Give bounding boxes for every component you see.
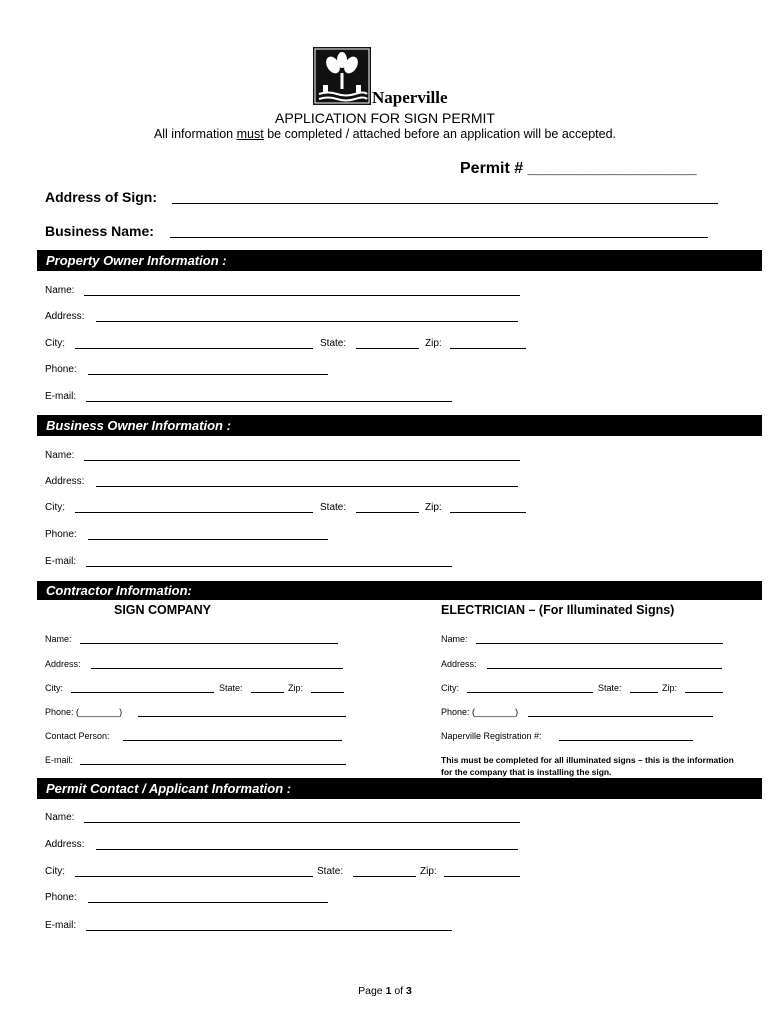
po-phone-input[interactable] bbox=[88, 374, 328, 375]
bo-phone-label: Phone: bbox=[45, 529, 77, 540]
el-name-label: Name: bbox=[441, 634, 468, 644]
el-zip-input[interactable] bbox=[685, 692, 723, 693]
sc-zip-label: Zip: bbox=[288, 683, 304, 693]
naperville-logo bbox=[313, 47, 371, 105]
po-zip-label: Zip: bbox=[425, 338, 442, 349]
el-name-input[interactable] bbox=[476, 643, 723, 644]
pc-zip-input[interactable] bbox=[444, 876, 520, 877]
sc-address-label: Address: bbox=[45, 659, 81, 669]
pc-name-input[interactable] bbox=[84, 822, 520, 823]
form-title: APPLICATION FOR SIGN PERMIT bbox=[275, 110, 495, 126]
sc-state-label: State: bbox=[219, 683, 243, 693]
po-phone-label: Phone: bbox=[45, 364, 77, 375]
el-registration-label: Naperville Registration #: bbox=[441, 731, 542, 741]
pc-name-label: Name: bbox=[45, 812, 75, 823]
bo-name-input[interactable] bbox=[84, 460, 520, 461]
po-email-input[interactable] bbox=[86, 401, 452, 402]
business-owner-section-header: Business Owner Information : bbox=[37, 415, 762, 436]
page-number: Page 1 of 3 bbox=[358, 985, 412, 997]
sc-city-input[interactable] bbox=[71, 692, 214, 693]
bo-state-label: State: bbox=[320, 502, 347, 513]
pc-address-input[interactable] bbox=[96, 849, 518, 850]
pc-phone-label: Phone: bbox=[45, 892, 77, 903]
po-zip-input[interactable] bbox=[450, 348, 526, 349]
pc-email-input[interactable] bbox=[86, 930, 452, 931]
el-registration-input[interactable] bbox=[559, 740, 693, 741]
sc-name-input[interactable] bbox=[80, 643, 338, 644]
el-phone-input[interactable] bbox=[528, 716, 713, 717]
pc-state-label: State: bbox=[317, 866, 344, 877]
bo-email-label: E-mail: bbox=[45, 556, 77, 567]
el-state-input[interactable] bbox=[630, 692, 658, 693]
po-name-input[interactable] bbox=[84, 295, 520, 296]
el-zip-label: Zip: bbox=[662, 683, 678, 693]
bo-city-label: City: bbox=[45, 502, 65, 513]
permit-contact-section-header: Permit Contact / Applicant Information : bbox=[37, 778, 762, 799]
contractor-section-header: Contractor Information: bbox=[37, 581, 762, 600]
business-name-label: Business Name: bbox=[45, 223, 154, 239]
po-city-label: City: bbox=[45, 338, 65, 349]
pc-city-input[interactable] bbox=[75, 876, 313, 877]
bo-name-label: Name: bbox=[45, 450, 75, 461]
el-state-label: State: bbox=[598, 683, 622, 693]
el-city-label: City: bbox=[441, 683, 459, 693]
sc-name-label: Name: bbox=[45, 634, 72, 644]
sc-contact-person-label: Contact Person: bbox=[45, 731, 110, 741]
sc-phone-input[interactable] bbox=[138, 716, 346, 717]
bo-address-label: Address: bbox=[45, 476, 85, 487]
electrician-heading: ELECTRICIAN – (For Illuminated Signs) bbox=[441, 603, 675, 617]
sc-email-label: E-mail: bbox=[45, 755, 74, 765]
bo-email-input[interactable] bbox=[86, 566, 452, 567]
el-address-label: Address: bbox=[441, 659, 477, 669]
tree-logo-icon bbox=[313, 47, 371, 105]
po-state-label: State: bbox=[320, 338, 347, 349]
el-address-input[interactable] bbox=[487, 668, 722, 669]
pc-phone-input[interactable] bbox=[88, 902, 328, 903]
sc-phone-label: Phone: (________) bbox=[45, 707, 123, 717]
sc-city-label: City: bbox=[45, 683, 63, 693]
property-owner-section-header: Property Owner Information : bbox=[37, 250, 762, 271]
bo-address-input[interactable] bbox=[96, 486, 518, 487]
sc-zip-input[interactable] bbox=[311, 692, 344, 693]
bo-phone-input[interactable] bbox=[88, 539, 328, 540]
sign-company-heading: SIGN COMPANY bbox=[114, 603, 211, 617]
bo-state-input[interactable] bbox=[356, 512, 419, 513]
pc-email-label: E-mail: bbox=[45, 920, 77, 931]
business-name-input[interactable] bbox=[170, 237, 708, 238]
el-city-input[interactable] bbox=[467, 692, 593, 693]
pc-state-input[interactable] bbox=[353, 876, 416, 877]
sc-address-input[interactable] bbox=[91, 668, 343, 669]
el-phone-label: Phone: (________) bbox=[441, 707, 519, 717]
form-subtitle: All information must be completed / attached before an application will be accepted. bbox=[153, 127, 617, 141]
po-state-input[interactable] bbox=[356, 348, 419, 349]
permit-number-field[interactable]: Permit # ___________________ bbox=[460, 160, 697, 177]
sc-email-input[interactable] bbox=[80, 764, 346, 765]
bo-zip-input[interactable] bbox=[450, 512, 526, 513]
po-address-input[interactable] bbox=[96, 321, 518, 322]
bo-city-input[interactable] bbox=[75, 512, 313, 513]
po-address-label: Address: bbox=[45, 311, 85, 322]
logo-name: Naperville bbox=[372, 88, 448, 107]
po-city-input[interactable] bbox=[75, 348, 313, 349]
pc-city-label: City: bbox=[45, 866, 65, 877]
sc-contact-person-input[interactable] bbox=[123, 740, 342, 741]
pc-zip-label: Zip: bbox=[420, 866, 437, 877]
illuminated-signs-note: This must be completed for all illuminated signs – this is the information for the company that is installing the sign. bbox=[441, 755, 734, 777]
po-name-label: Name: bbox=[45, 285, 75, 296]
sc-state-input[interactable] bbox=[251, 692, 284, 693]
address-of-sign-input[interactable] bbox=[172, 203, 718, 204]
address-of-sign-label: Address of Sign: bbox=[45, 189, 158, 205]
po-email-label: E-mail: bbox=[45, 391, 77, 402]
pc-address-label: Address: bbox=[45, 839, 85, 850]
bo-zip-label: Zip: bbox=[425, 502, 442, 513]
